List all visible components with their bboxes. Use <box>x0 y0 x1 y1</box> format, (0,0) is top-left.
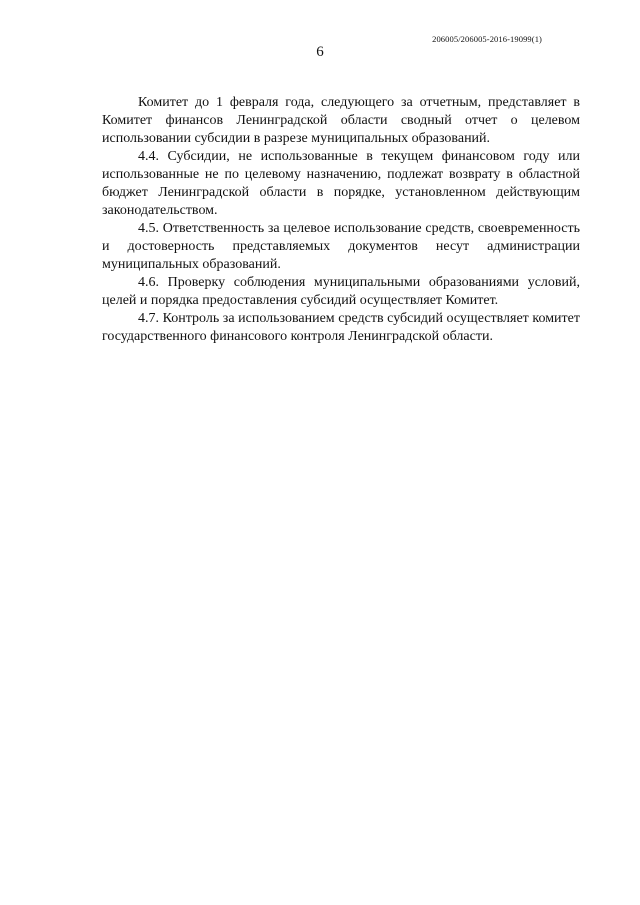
paragraph-4-7-control: 4.7. Контроль за использованием средств субсидий осуществляет комитет государственного финансового контроля Ленинградской области. <box>102 311 580 344</box>
document-body <box>102 94 580 346</box>
paragraph-report-submission: Комитет до 1 февраля года, следующего за отчетным, представляет в Комитет финансов Ленинградской области сводный отчет о целевом использовании субсидии в разрезе муниципальных образований. <box>102 95 580 146</box>
paragraph-4-5-responsibility: 4.5. Ответственность за целевое использование средств, своевременность и достоверность представляемых документов несут администрации муниципальных образований. <box>102 221 580 272</box>
document-id: 206005/206005-2016-19099(1) <box>432 34 542 44</box>
paragraph-4-6-compliance-check: 4.6. Проверку соблюдения муниципальными образованиями условий, целей и порядка предоставления субсидий осуществляет Комитет. <box>102 275 580 308</box>
page-number: 6 <box>316 44 324 60</box>
paragraph-4-4-unused-subsidies: 4.4. Субсидии, не использованные в текущем финансовом году или использованные не по целевому назначению, подлежат возврату в областной бюджет Ленинградской области в порядке, установленном действующим законодательством. <box>102 149 580 218</box>
